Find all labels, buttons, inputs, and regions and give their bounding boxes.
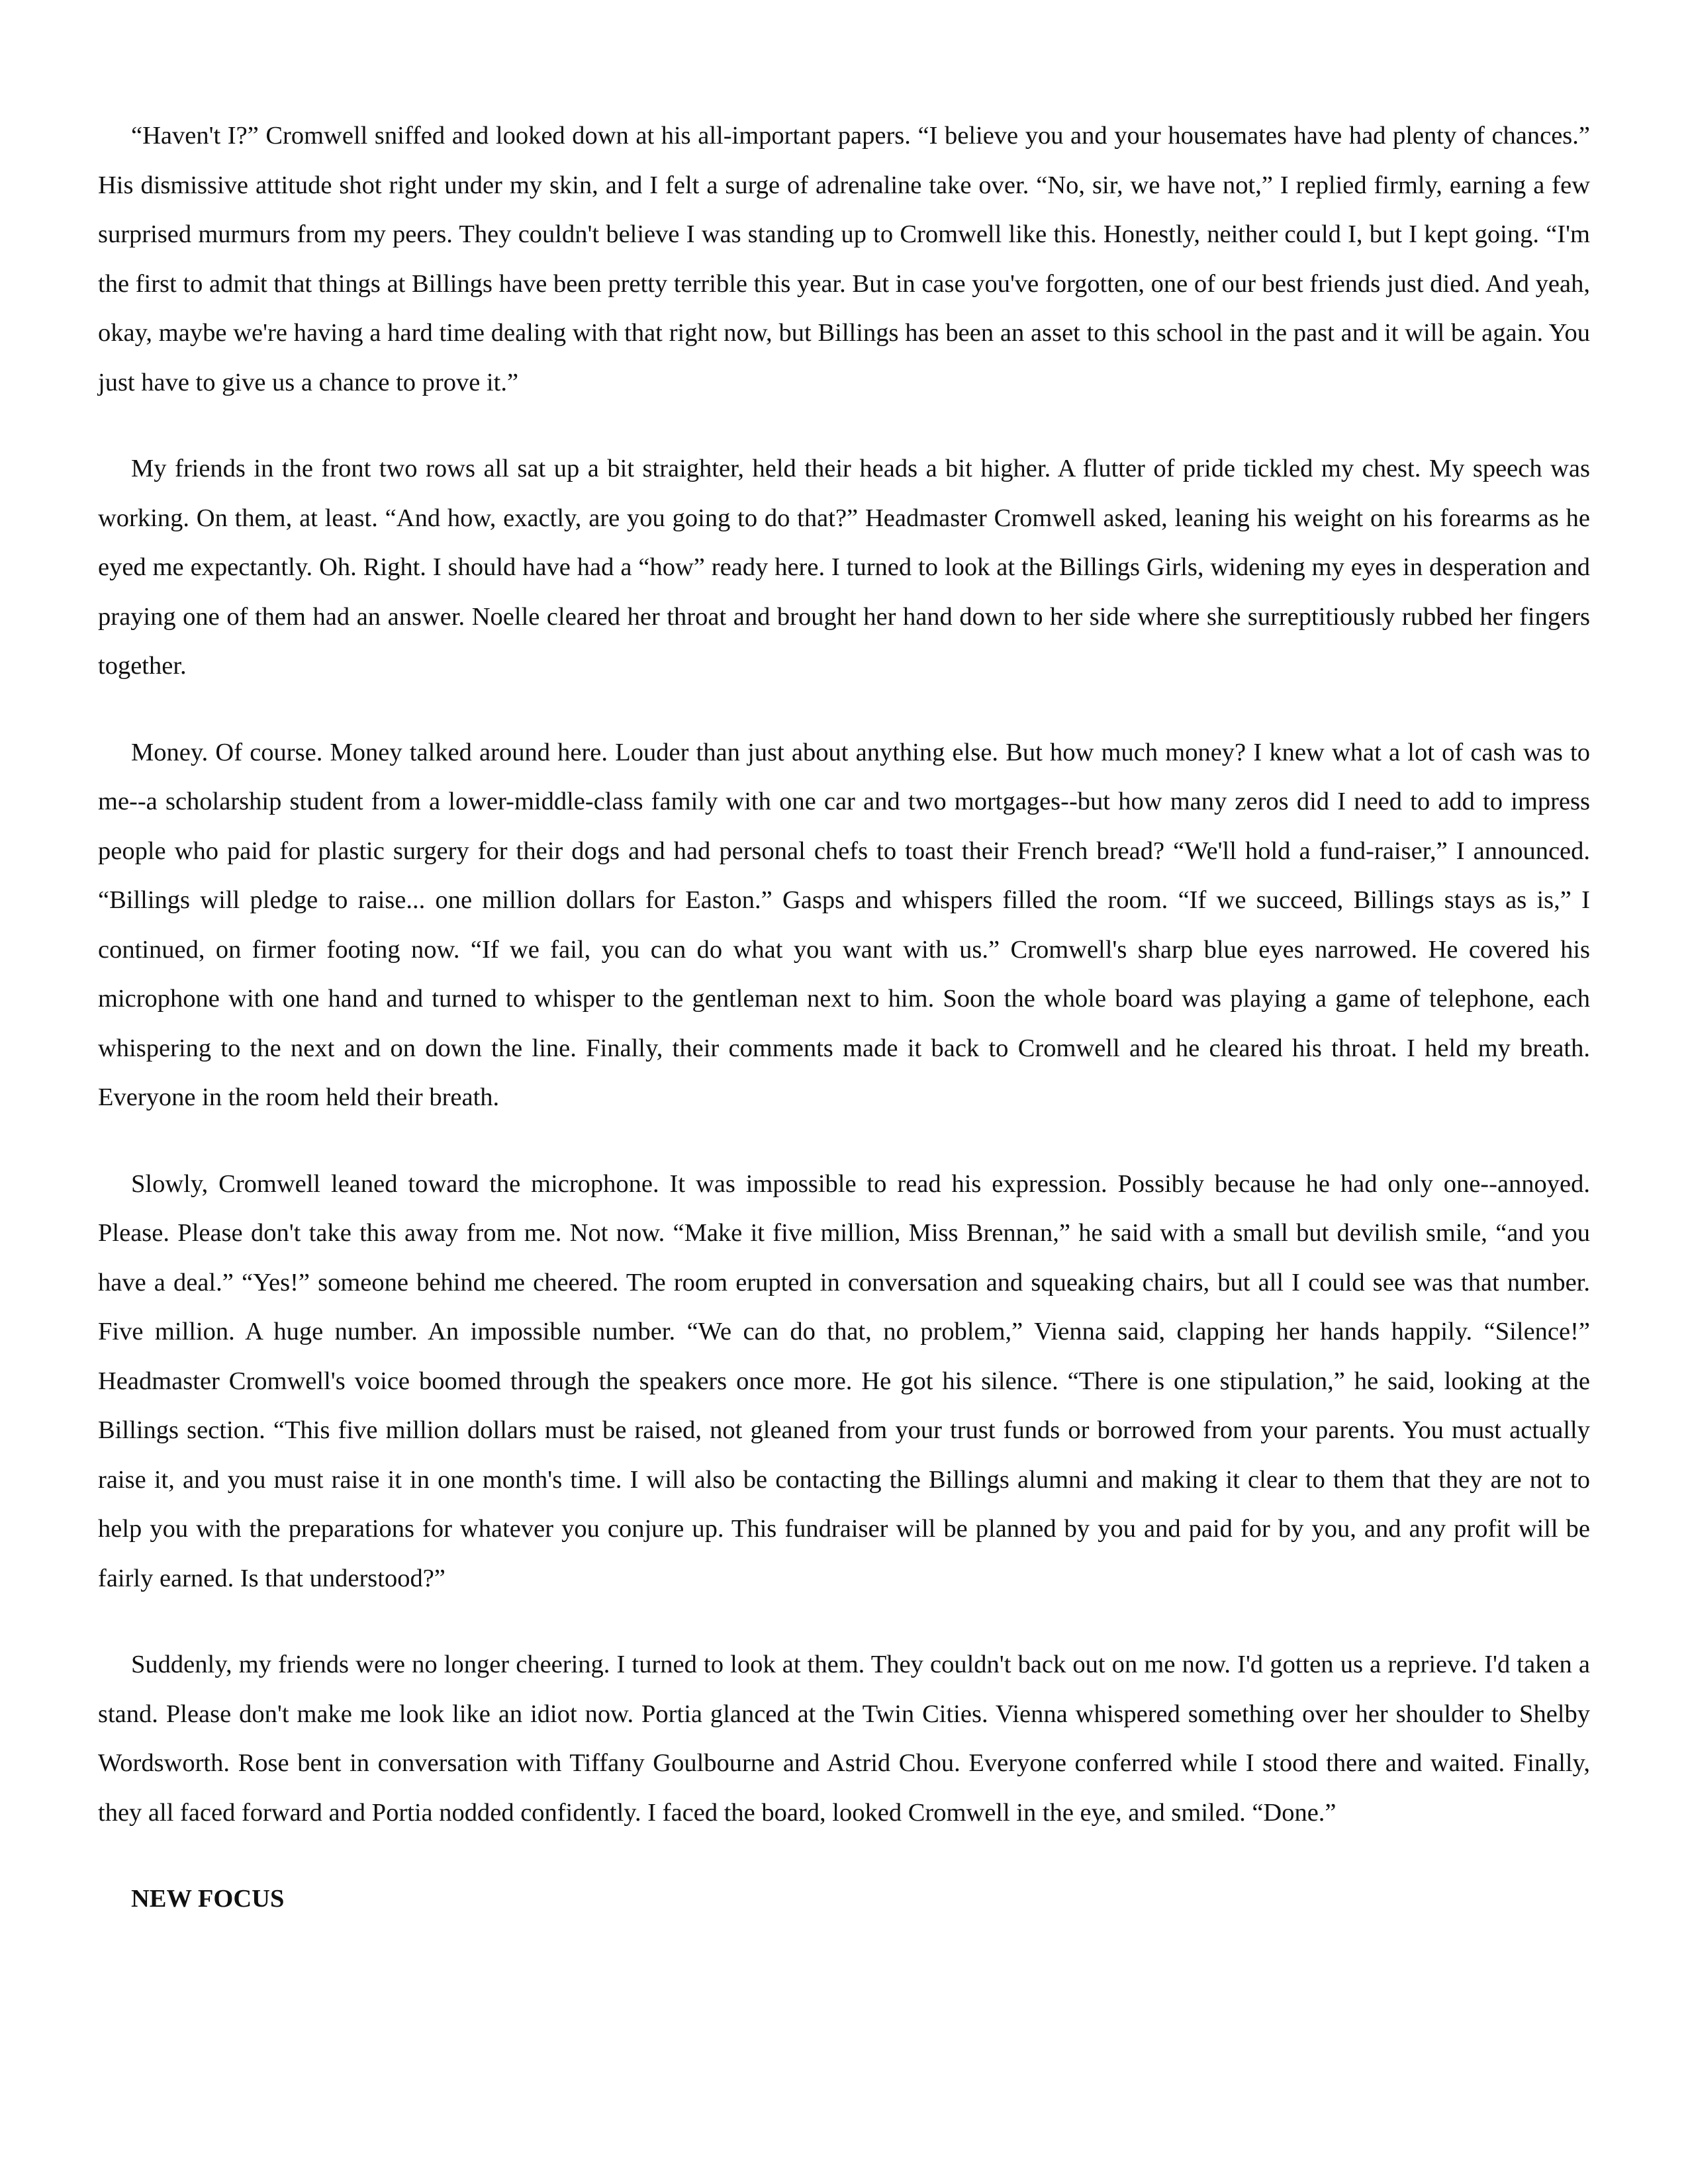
- paragraph-3: Money. Of course. Money talked around here. Louder than just about anything else. But how much money? I knew what a lot of cash was to me--a scholarship student from a lower-middle-class family with one car and two mortgages--but how many zeros did I need to add to impress people who paid for plastic surgery for their dogs and had personal chefs to toast their French bread? “We'll hold a fund-raiser,” I announced. “Billings will pledge to raise... one million dollars for Easton.” Gasps and whispers filled the room. “If we succeed, Billings stays as is,” I continued, on firmer footing now. “If we fail, you can do what you want with us.” Cromwell's sharp blue eyes narrowed. He covered his microphone with one hand and turned to whisper to the gentleman next to him. Soon the whole board was playing a game of telephone, each whispering to the next and on down the line. Finally, their comments made it back to Cromwell and he cleared his throat. I held my breath. Everyone in the room held their breath.: [98, 738, 1590, 1111]
- document-page: [98, 111, 1590, 1924]
- paragraph-5: Suddenly, my friends were no longer cheering. I turned to look at them. They couldn't back out on me now. I'd gotten us a reprieve. I'd taken a stand. Please don't make me look like an idiot now. Portia glanced at the Twin Cities. Vienna whispered something over her shoulder to Shelby Wordsworth. Rose bent in conversation with Tiffany Goulbourne and Astrid Chou. Everyone conferred while I stood there and waited. Finally, they all faced forward and Portia nodded confidently. I faced the board, looked Cromwell in the eye, and smiled. “Done.”: [98, 1651, 1590, 1827]
- paragraph-4: Slowly, Cromwell leaned toward the microphone. It was impossible to read his expression. Possibly because he had only one--annoyed. Please. Please don't take this away from me. Not now. “Make it five million, Miss Brennan,” he said with a small but devilish smile, “and you have a deal.” “Yes!” someone behind me cheered. The room erupted in conversation and squeaking chairs, but all I could see was that number. Five million. A huge number. An impossible number. “We can do that, no problem,” Vienna said, clapping her hands happily. “Silence!” Headmaster Cromwell's voice boomed through the speakers once more. He got his silence. “There is one stipulation,” he said, looking at the Billings section. “This five million dollars must be raised, not gleaned from your trust funds or borrowed from your parents. You must actually raise it, and you must raise it in one month's time. I will also be contacting the Billings alumni and making it clear to them that they are not to help you with the preparations for whatever you conjure up. This fundraiser will be planned by you and paid for by you, and any profit will be fairly earned. Is that understood?”: [98, 1169, 1590, 1592]
- section-heading: NEW FOCUS: [131, 1885, 285, 1913]
- paragraph-1: “Haven't I?” Cromwell sniffed and looked down at his all-important papers. “I believe you and your housemates have had plenty of chances.” His dismissive attitude shot right under my skin, and I felt a surge of adrenaline take over. “No, sir, we have not,” I replied firmly, earning a few surprised murmurs from my peers. They couldn't believe I was standing up to Cromwell like this. Honestly, neither could I, but I kept going. “I'm the first to admit that things at Billings have been pretty terrible this year. But in case you've forgotten, one of our best friends just died. And yeah, okay, maybe we're having a hard time dealing with that right now, but Billings has been an asset to this school in the past and it will be again. You just have to give us a chance to prove it.”: [98, 122, 1590, 396]
- paragraph-2: My friends in the front two rows all sat up a bit straighter, held their heads a bit higher. A flutter of pride tickled my chest. My speech was working. On them, at least. “And how, exactly, are you going to do that?” Headmaster Cromwell asked, leaning his weight on his forearms as he eyed me expectantly. Oh. Right. I should have had a “how” ready here. I turned to look at the Billings Girls, widening my eyes in desperation and praying one of them had an answer. Noelle cleared her throat and brought her hand down to her side where she surreptitiously rubbed her fingers together.: [98, 455, 1590, 680]
